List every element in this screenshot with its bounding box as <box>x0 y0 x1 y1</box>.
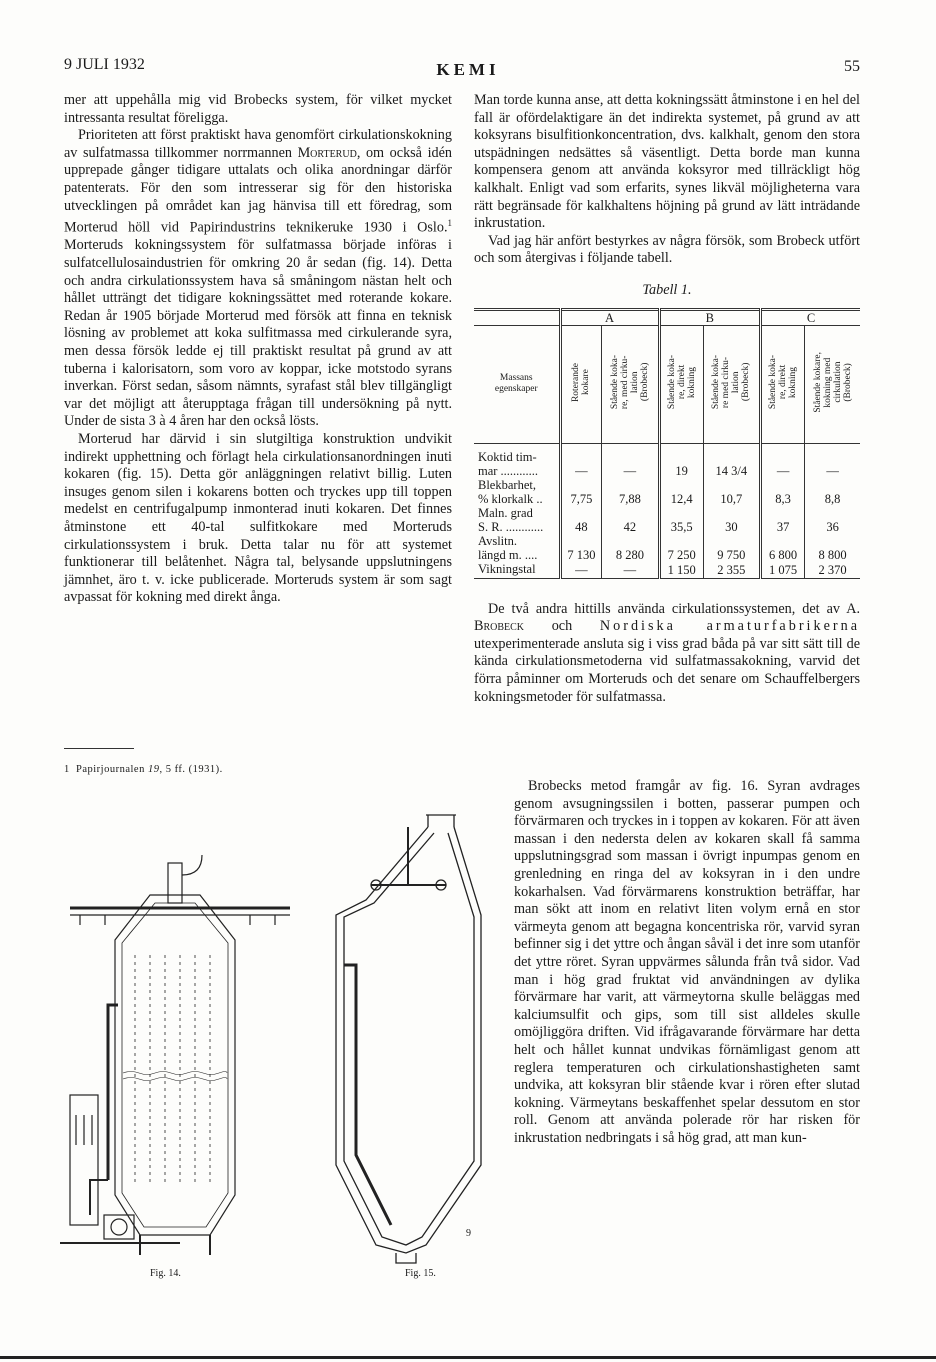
company-name: Nordiska armaturfabrikerna <box>599 618 860 635</box>
left-p2-part-c: Morteruds kokningssystem för sulfatmassa började införas i sulfatcellulosaindustrien för omkring 20 år sedan (fig. 14). Detta och andra cirkulationssystem hava så småningom nästan helt och hållet utträngt det tidigare kokningssättet med roterande kokare. Redan år 1905 började Morterud med försök att finna en teknisk lösning av problemet att koka sulfitmassa med cirkulerande syra, men dessa försök ledde ej till praktiskt resultat på grund av att tuberna i kalorisatorn, som voro av koppar, icke motstodo syrans inverkan. Först sedan, såsom nämnts, syrafast stål blev tillgängligt var det möjligt att återupptaga frågan till undersökning på nytt. Under de sista 3 à 4 åren har den också lösts. <box>64 237 452 430</box>
page-bottom-rule <box>0 1356 936 1359</box>
table-row <box>474 562 860 579</box>
row-label <box>474 534 560 562</box>
table-cell: — <box>760 443 804 478</box>
table-row <box>474 506 860 534</box>
table-group-a: A <box>560 309 659 325</box>
right-p3-part-c: utexperimenterade ansluta sig i viss grad båda på var sitt sätt till de kända cirkulationsmetoderna vid sulfatmassakokning, varvid det förra påminner om Morteruds och det senare om Schauffelbergers kokningsmetoder för sulfatmassa. <box>474 635 860 705</box>
row-label <box>474 562 560 579</box>
table-cell: 12,4 <box>659 478 703 506</box>
left-paragraph-3: Morterud har därvid i sin slutgiltiga konstruktion undvikit indirekt upphettning och förlagt hela cirkulationsanordningen inuti kokaren (fig. 15). Detta gör anläggningen relativt billig. Luten insuges genom silen i kokarens botten och tryckes upp till toppen medelst en centrifugalpump inmonterad inuti kokaren. Det finnes åtminstone ett 40-tal sulfitkokare med Morteruds cirkulationssystem i bruk. Detta talar nu för att systemet funktionerar till belåtenhet. Några tal, belysande uppslutningens jämnhet, äro t. v. icke publicerade. Morteruds system är som sagt avpassat för kokning med direkt ånga. <box>64 431 452 606</box>
row-label-line1: Maln. grad <box>478 505 533 520</box>
row-label <box>474 506 560 534</box>
footnote-marker: 1 <box>64 764 70 775</box>
table-group-b: B <box>659 309 760 325</box>
col-6-label: Stående kokare, kokning med cirkulation (Brobeck) <box>812 352 853 413</box>
left-p2-part-b: , om också idén upprepade gånger tidigare uttalats och olika anordningar därför patenterats. För den som intresserar sig för den historiska utvecklingen på området kan jag hänvisa till ett föredrag, som Morterud höll vid Papirindustrins teknikeruke 1930 i Oslo. <box>64 144 452 236</box>
footnote-volume: 19 <box>147 764 160 775</box>
footnote-source: Papirjournalen <box>76 764 148 775</box>
table-cell: 2 355 <box>703 562 760 579</box>
table-cell: 7,75 <box>560 478 602 506</box>
row-label-line2: % klorkalk .. <box>478 491 543 506</box>
row-label-line1: Avslitn. <box>478 533 518 548</box>
table-cell: — <box>602 562 659 579</box>
author-name-morterud: Morterud <box>297 144 357 161</box>
table-cell: — <box>805 443 860 478</box>
table-group-row <box>474 309 860 325</box>
author-name-brobeck: Brobeck <box>474 618 525 635</box>
table-cell: 48 <box>560 506 602 534</box>
table-group-c: C <box>760 309 860 325</box>
table-row <box>474 478 860 506</box>
left-column <box>64 92 452 607</box>
right-p3-part-a: De två andra hittills använda cirkulationssystemen, det av A. <box>488 600 860 617</box>
table-cell: 14 3/4 <box>703 443 760 478</box>
table-cell: 1 150 <box>659 562 703 579</box>
table-cell: 7 130 <box>560 534 602 562</box>
footnote <box>64 764 223 775</box>
table-cell: — <box>560 443 602 478</box>
right-paragraph-2: Vad jag här anfört bestyrkes av några försök, som Brobeck utfört och som återgivas i följande tabell. <box>474 232 860 267</box>
table-cell: 7 250 <box>659 534 703 562</box>
row-label-line2: S. R. ............ <box>478 519 544 534</box>
table-cell: 8,8 <box>805 478 860 506</box>
table-cell: 1 075 <box>760 562 804 579</box>
table-cell: 19 <box>659 443 703 478</box>
header-journal: KEMI <box>436 60 500 79</box>
right-p3-part-b: och <box>524 618 600 635</box>
table-cell: 9 750 <box>703 534 760 562</box>
table-cell: 8 800 <box>805 534 860 562</box>
table-row <box>474 534 860 562</box>
row-label-line2: Vikningstal <box>478 561 536 576</box>
table-cell: 2 370 <box>805 562 860 579</box>
table-col-header-1 <box>560 325 602 443</box>
footnote-ref: 1 <box>447 218 452 229</box>
table-col-header-3 <box>659 325 703 443</box>
table-corner <box>474 309 560 325</box>
table-cell: 36 <box>805 506 860 534</box>
right-column <box>474 92 860 706</box>
table-cell: 10,7 <box>703 478 760 506</box>
row-label-line1: Blekbarhet, <box>478 477 536 492</box>
figure-14-illustration <box>60 815 300 1255</box>
table-cell: 8 280 <box>602 534 659 562</box>
right-paragraph-3 <box>474 601 860 707</box>
table-row <box>474 443 860 478</box>
col-2-label: Stående koka- re, med cirku- lation (Brobeck) <box>609 355 650 410</box>
figure-14-caption: Fig. 14. <box>150 1268 181 1279</box>
table-cell: 7,88 <box>602 478 659 506</box>
left-p2-part-a: Prioriteten att först praktiskt hava genomfört cirkulationskokning av sulfatmassa tillkommer norrmannen <box>64 127 452 161</box>
table-cell: 8,3 <box>760 478 804 506</box>
col-3-label: Stående koka- re, direkt kokning <box>666 355 697 410</box>
row-label-line2: mar ............ <box>478 463 539 478</box>
table-cell: 37 <box>760 506 804 534</box>
row-label <box>474 443 560 478</box>
table-cell: 35,5 <box>659 506 703 534</box>
left-paragraph-1: mer att uppehålla mig vid Brobecks system, för vilket mycket intressanta resultat föreligga. <box>64 92 452 126</box>
row-label-line2: längd m. .... <box>478 547 538 562</box>
row-label <box>474 478 560 506</box>
table-header-row <box>474 325 860 443</box>
table-cell: 30 <box>703 506 760 534</box>
row-label-line1: Koktid tim- <box>478 449 537 464</box>
figure-15-illustration <box>316 805 496 1265</box>
header-page-number: 55 <box>844 58 860 75</box>
table-cell: — <box>560 562 602 579</box>
table-row-header-label: Massans egenskaper <box>494 373 538 395</box>
footnote-rule <box>64 748 134 749</box>
col-4-label: Stående koka- re med cirku- lation (Brobeck) <box>711 355 752 410</box>
figure-15-caption: Fig. 15. <box>405 1268 436 1279</box>
table-cell: 42 <box>602 506 659 534</box>
footnote-pages: , 5 ff. (1931). <box>159 764 223 775</box>
table-cell: — <box>602 443 659 478</box>
table-cell: 6 800 <box>760 534 804 562</box>
right-paragraph-4: Brobecks metod framgår av fig. 16. Syran avdrages genom avsugningssilen i botten, passerar pumpen och förvärmaren och tryckes in i toppen av kokaren. För att även massan i den nedersta delen av kokaren skall få samma uppslutningsgrad som massan i övrigt inpumpas genom en grenledning en ringa del av koksyran in i den undre kokarhalsen. Vad förvärmarens konstruktion beträffar, har man sökt att inom en relativt liten volym ernå en stor värmeyta genom att begagna koncentriska rör, varvid syran befinner sig i det yttre och ångan såväl i det inre som utanför det yttre röret. Syran uppvärmes sålunda från två sidor. Vad man i hög grad fruktat vid användningen av dylika förvärmare har varit, att värmeytorna skulle beläggas med kalciumsulfit och gips, som till sist alldeles skulle omöjliggöra driften. Vid ifrågavarande förvärmare har detta helt och hållet kunnat undvikas förnämligast genom att reglera temperaturen och cirkulationshastigheten samt undvika, att koksyran blir stående kvar i rören efter slutad kokning. Värmeytans beskaffenhet spelar dessutom en stor roll. Genom att använda polerade rör har risken för inkrustation nedbringats i så hög grad, att man kun- <box>514 778 860 1146</box>
table-col-header-2 <box>602 325 659 443</box>
col-5-label: Stående koka- re, direkt kokning <box>768 355 799 410</box>
table-col-header-5 <box>760 325 804 443</box>
header-date: 9 JULI 1932 <box>64 56 145 73</box>
right-paragraph-1: Man torde kunna anse, att detta kokningssätt åtminstone i en hel del fall är ofördelaktigare än det indirekta systemet, på grund av att koksyrans bisulfitionkoncentration, dvs. kalkhalt, genom den stora utspädningen nedsättes så väsentligt. Detta borde man kunna kompensera genom att använda koksyror med tillräckligt hög kalkhalt. Enligt vad som erfarits, synes likväl möjligheterna vara rätt begränsade för kalkhaltens höjning på grund av lätt inträdande inkrustation. <box>474 92 860 232</box>
table-1 <box>474 308 860 579</box>
col-1-label: Roterande kokare <box>571 363 592 403</box>
table-caption: Tabell 1. <box>642 281 692 298</box>
left-paragraph-2 <box>64 127 452 431</box>
right-column-continued <box>514 778 860 1147</box>
figure-15-mark: 9 <box>466 1228 471 1239</box>
table-col-header-4 <box>703 325 760 443</box>
table-col-header-6 <box>805 325 860 443</box>
